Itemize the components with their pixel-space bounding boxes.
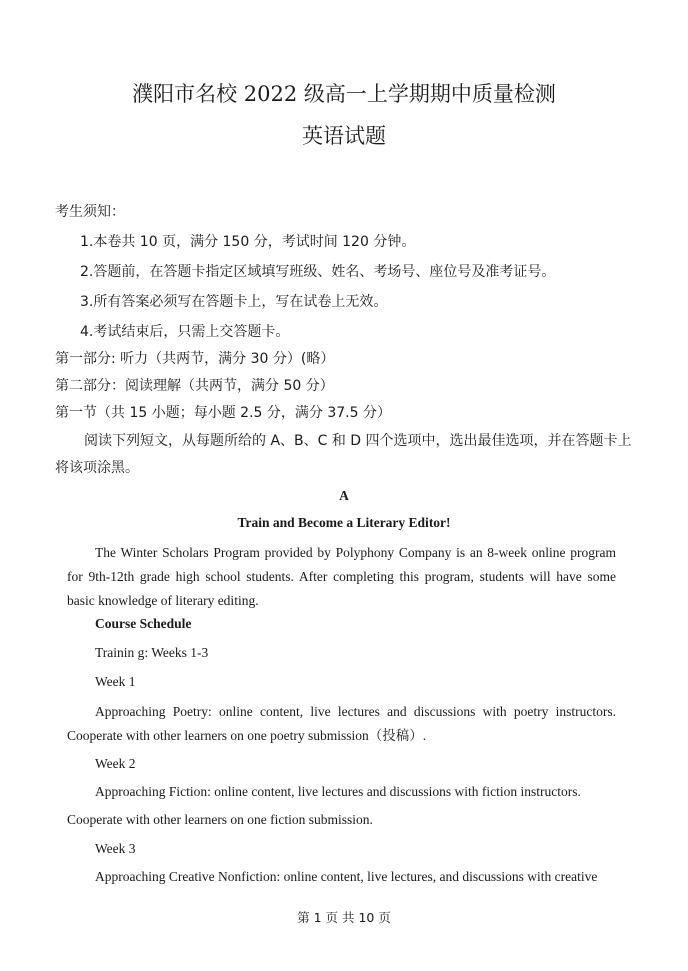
- instruction-line-1: 阅读下列短文，从每题所给的 A、B、C 和 D 四个选项中，选出最佳选项，并在答题卡上: [84, 433, 632, 449]
- notice-item-2: 2.答题前，在答题卡指定区域填写班级、姓名、考场号、座位号及准考证号。: [80, 264, 556, 280]
- passage-intro: The Winter Scholars Program provided by Polyphony Company is an 8-week online program for 9th-12th grade high school students. After completing this program, students will have some basic knowledge of literary editing.: [67, 545, 616, 608]
- notice-heading: 考生须知：: [55, 204, 125, 220]
- week2-text-line-1: Approaching Fiction: online content, live lectures and discussions with fiction instructors.: [95, 784, 581, 799]
- training-label: Trainin g: Weeks 1-3: [95, 645, 209, 660]
- exam-subject: 英语试题: [302, 124, 386, 148]
- week1-text: Approaching Poetry: online content, live lectures and discussions with poetry instructors. Cooperate with other learners on one poetry submission（投稿）.: [67, 704, 616, 743]
- passage-letter: A: [339, 488, 349, 503]
- course-schedule-heading: Course Schedule: [95, 616, 192, 631]
- week1-label: Week 1: [95, 674, 136, 689]
- notice-item-4: 4.考试结束后，只需上交答题卡。: [80, 324, 290, 340]
- week3-text-line-1: Approaching Creative Nonfiction: online content, live lectures, and discussions with creative: [95, 869, 598, 884]
- notice-item-3: 3.所有答案必须写在答题卡上，写在试卷上无效。: [80, 294, 388, 310]
- part2-heading: 第二部分：阅读理解（共两节，满分 50 分）: [55, 378, 334, 394]
- section1-heading: 第一节（共 15 小题；每小题 2.5 分，满分 37.5 分）: [55, 405, 391, 421]
- exam-title: 濮阳市名校 2022 级高一上学期期中质量检测: [132, 82, 556, 106]
- notice-item-1: 1.本卷共 10 页，满分 150 分，考试时间 120 分钟。: [80, 234, 416, 250]
- week2-label: Week 2: [95, 756, 136, 771]
- week3-label: Week 3: [95, 841, 136, 856]
- instruction-line-2: 将该项涂黑。: [55, 460, 139, 476]
- passage-title: Train and Become a Literary Editor!: [237, 515, 451, 530]
- week2-text-line-2: Cooperate with other learners on one fiction submission.: [67, 812, 373, 827]
- part1-heading: 第一部分: 听力（共两节，满分 30 分）(略）: [55, 351, 335, 367]
- page-number: 第 1 页 共 10 页: [297, 910, 391, 925]
